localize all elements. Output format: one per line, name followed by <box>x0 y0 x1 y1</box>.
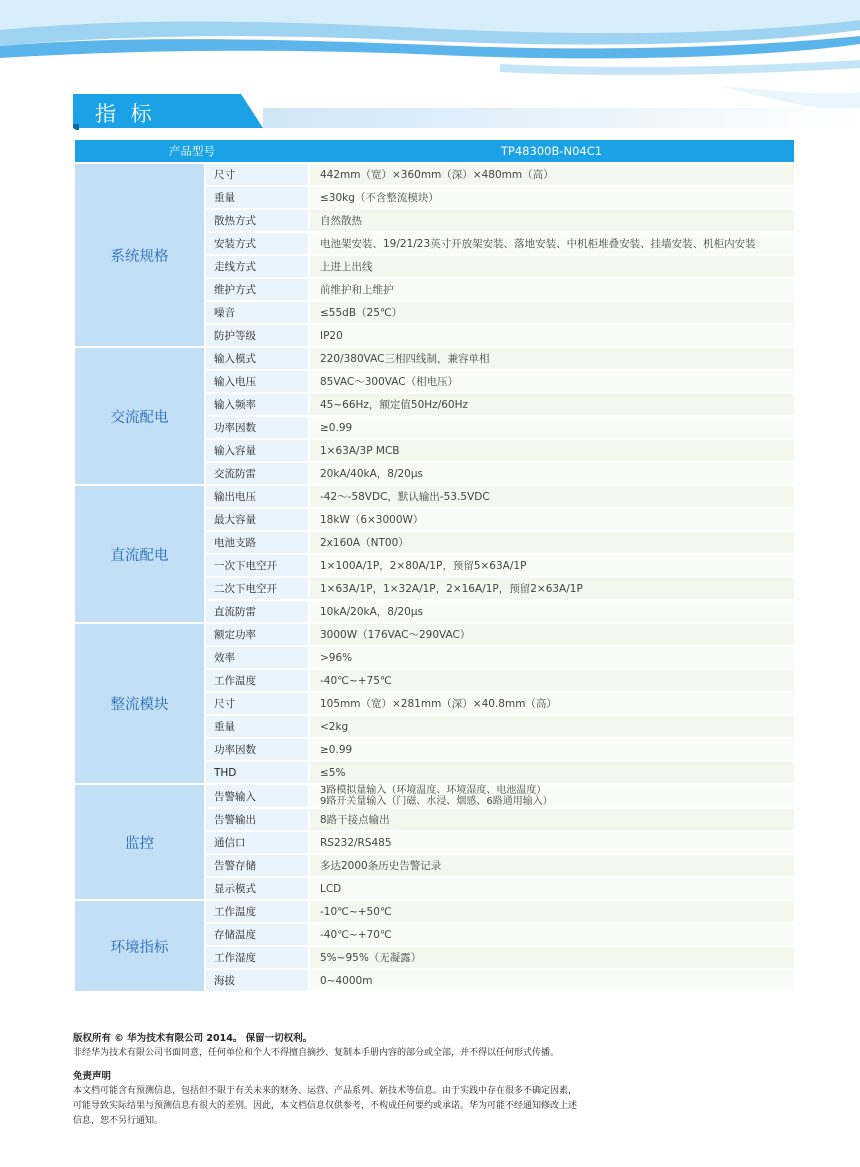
copyright-title: 版权所有 © 华为技术有限公司 2014。 保留一切权利。 <box>73 1033 313 1044</box>
param-name: 通信口 <box>205 831 309 854</box>
param-name: 额定功率 <box>205 623 309 646</box>
param-value: 20kA/40kA，8/20μs <box>309 462 794 485</box>
group-label: 直流配电 <box>75 485 205 623</box>
param-value: 5%~95%（无凝露） <box>309 946 794 969</box>
param-value: 自然散热 <box>309 209 794 232</box>
param-name: 输入模式 <box>205 347 309 370</box>
param-value: RS232/RS485 <box>309 831 794 854</box>
param-value: 8路干接点输出 <box>309 808 794 831</box>
group-label: 交流配电 <box>75 347 205 485</box>
param-name: 输出电压 <box>205 485 309 508</box>
param-value: -40℃~+70℃ <box>309 923 794 946</box>
param-value: 电池架安装、19/21/23英寸开放架安装、落地安装、中机柜堆叠安装、挂墙安装、机柜内安装 <box>309 232 794 255</box>
param-name: 维护方式 <box>205 278 309 301</box>
param-name: 告警存储 <box>205 854 309 877</box>
param-value: 1×100A/1P，2×80A/1P，预留5×63A/1P <box>309 554 794 577</box>
param-name: 重量 <box>205 186 309 209</box>
param-value: ≤55dB（25℃） <box>309 301 794 324</box>
param-name: 功率因数 <box>205 738 309 761</box>
param-value: 442mm（宽）×360mm（深）×480mm（高） <box>309 163 794 186</box>
table-row <box>75 347 794 370</box>
param-name: 二次下电空开 <box>205 577 309 600</box>
param-name: 显示模式 <box>205 877 309 900</box>
param-name: 最大容量 <box>205 508 309 531</box>
disclaimer-text-line: 可能导致实际结果与预测信息有很大的差别。因此，本文档信息仅供参考，不构成任何要约或承诺。华为可能不经通知修改上述 <box>73 1101 578 1111</box>
param-value: -40℃~+75℃ <box>309 669 794 692</box>
param-name: 重量 <box>205 715 309 738</box>
param-name: 工作湿度 <box>205 946 309 969</box>
section-title: 指 标 <box>95 102 156 126</box>
header-model: TP48300B-N04C1 <box>309 140 794 163</box>
param-value: 10kA/20kA，8/20μs <box>309 600 794 623</box>
param-value: IP20 <box>309 324 794 347</box>
param-value: 220/380VAC三相四线制，兼容单相 <box>309 347 794 370</box>
param-value: LCD <box>309 877 794 900</box>
param-name: 工作温度 <box>205 669 309 692</box>
param-name: 告警输出 <box>205 808 309 831</box>
param-value: ≥0.99 <box>309 738 794 761</box>
param-value: 前维护和上维护 <box>309 278 794 301</box>
param-name: 一次下电空开 <box>205 554 309 577</box>
param-value: 105mm（宽）×281mm（深）×40.8mm（高） <box>309 692 794 715</box>
disclaimer-text-line: 本文档可能含有预测信息，包括但不限于有关未来的财务、运营、产品系列、新技术等信息。由于实践中存在很多不确定因素， <box>73 1086 578 1096</box>
group-label: 系统规格 <box>75 163 205 347</box>
table-row <box>75 623 794 646</box>
header-label: 产品型号 <box>75 140 309 163</box>
param-name: 效率 <box>205 646 309 669</box>
group-label: 环境指标 <box>75 900 205 992</box>
param-name: 散热方式 <box>205 209 309 232</box>
spec-table <box>75 140 794 993</box>
param-value: 45~66Hz，额定值50Hz/60Hz <box>309 393 794 416</box>
param-value: <2kg <box>309 715 794 738</box>
param-name: 告警输入 <box>205 784 309 808</box>
param-name: 存储温度 <box>205 923 309 946</box>
param-value: ≤5% <box>309 761 794 784</box>
table-row <box>75 900 794 923</box>
table-row <box>75 163 794 186</box>
param-value: -42～-58VDC，默认输出-53.5VDC <box>309 485 794 508</box>
disclaimer-title: 免责声明 <box>73 1071 112 1082</box>
param-value: 3000W（176VAC～290VAC） <box>309 623 794 646</box>
param-value: 上进上出线 <box>309 255 794 278</box>
param-value-line: 9路开关量输入（门磁、水浸、烟感、6路通用输入） <box>320 796 553 807</box>
param-name: 安装方式 <box>205 232 309 255</box>
param-value: >96% <box>309 646 794 669</box>
group-label: 整流模块 <box>75 623 205 784</box>
param-value: ≤30kg（不含整流模块） <box>309 186 794 209</box>
param-name: THD <box>205 761 309 784</box>
group-label: 监控 <box>75 784 205 900</box>
param-value: 多达2000条历史告警记录 <box>309 854 794 877</box>
param-name: 防护等级 <box>205 324 309 347</box>
param-value: 18kW（6×3000W） <box>309 508 794 531</box>
section-title-bar <box>73 94 860 130</box>
param-value: 2x160A（NT00） <box>309 531 794 554</box>
copyright-text: 非经华为技术有限公司书面同意，任何单位和个人不得擅自摘抄、复制本手册内容的部分或全部，并不得以任何形式传播。 <box>73 1048 560 1058</box>
param-value: -10℃~+50℃ <box>309 900 794 923</box>
param-name: 工作温度 <box>205 900 309 923</box>
param-name: 噪音 <box>205 301 309 324</box>
param-name: 输入频率 <box>205 393 309 416</box>
param-name: 直流防雷 <box>205 600 309 623</box>
param-name: 输入容量 <box>205 439 309 462</box>
param-value: 0~4000m <box>309 969 794 992</box>
param-name: 电池支路 <box>205 531 309 554</box>
param-name: 海拔 <box>205 969 309 992</box>
param-name: 功率因数 <box>205 416 309 439</box>
param-value: 1×63A/1P，1×32A/1P，2×16A/1P，预留2×63A/1P <box>309 577 794 600</box>
param-value: ≥0.99 <box>309 416 794 439</box>
param-value <box>309 784 794 808</box>
param-value: 85VAC～300VAC（相电压） <box>309 370 794 393</box>
table-header-row <box>75 140 794 163</box>
param-value-line: 3路模拟量输入（环境温度、环境湿度、电池温度） <box>320 785 547 796</box>
param-name: 交流防雷 <box>205 462 309 485</box>
disclaimer-text-line: 信息，恕不另行通知。 <box>73 1116 164 1126</box>
param-name: 尺寸 <box>205 163 309 186</box>
footer <box>73 1031 793 1129</box>
param-value: 1×63A/3P MCB <box>309 439 794 462</box>
table-row <box>75 784 794 808</box>
param-name: 走线方式 <box>205 255 309 278</box>
param-name: 尺寸 <box>205 692 309 715</box>
table-row <box>75 485 794 508</box>
param-name: 输入电压 <box>205 370 309 393</box>
